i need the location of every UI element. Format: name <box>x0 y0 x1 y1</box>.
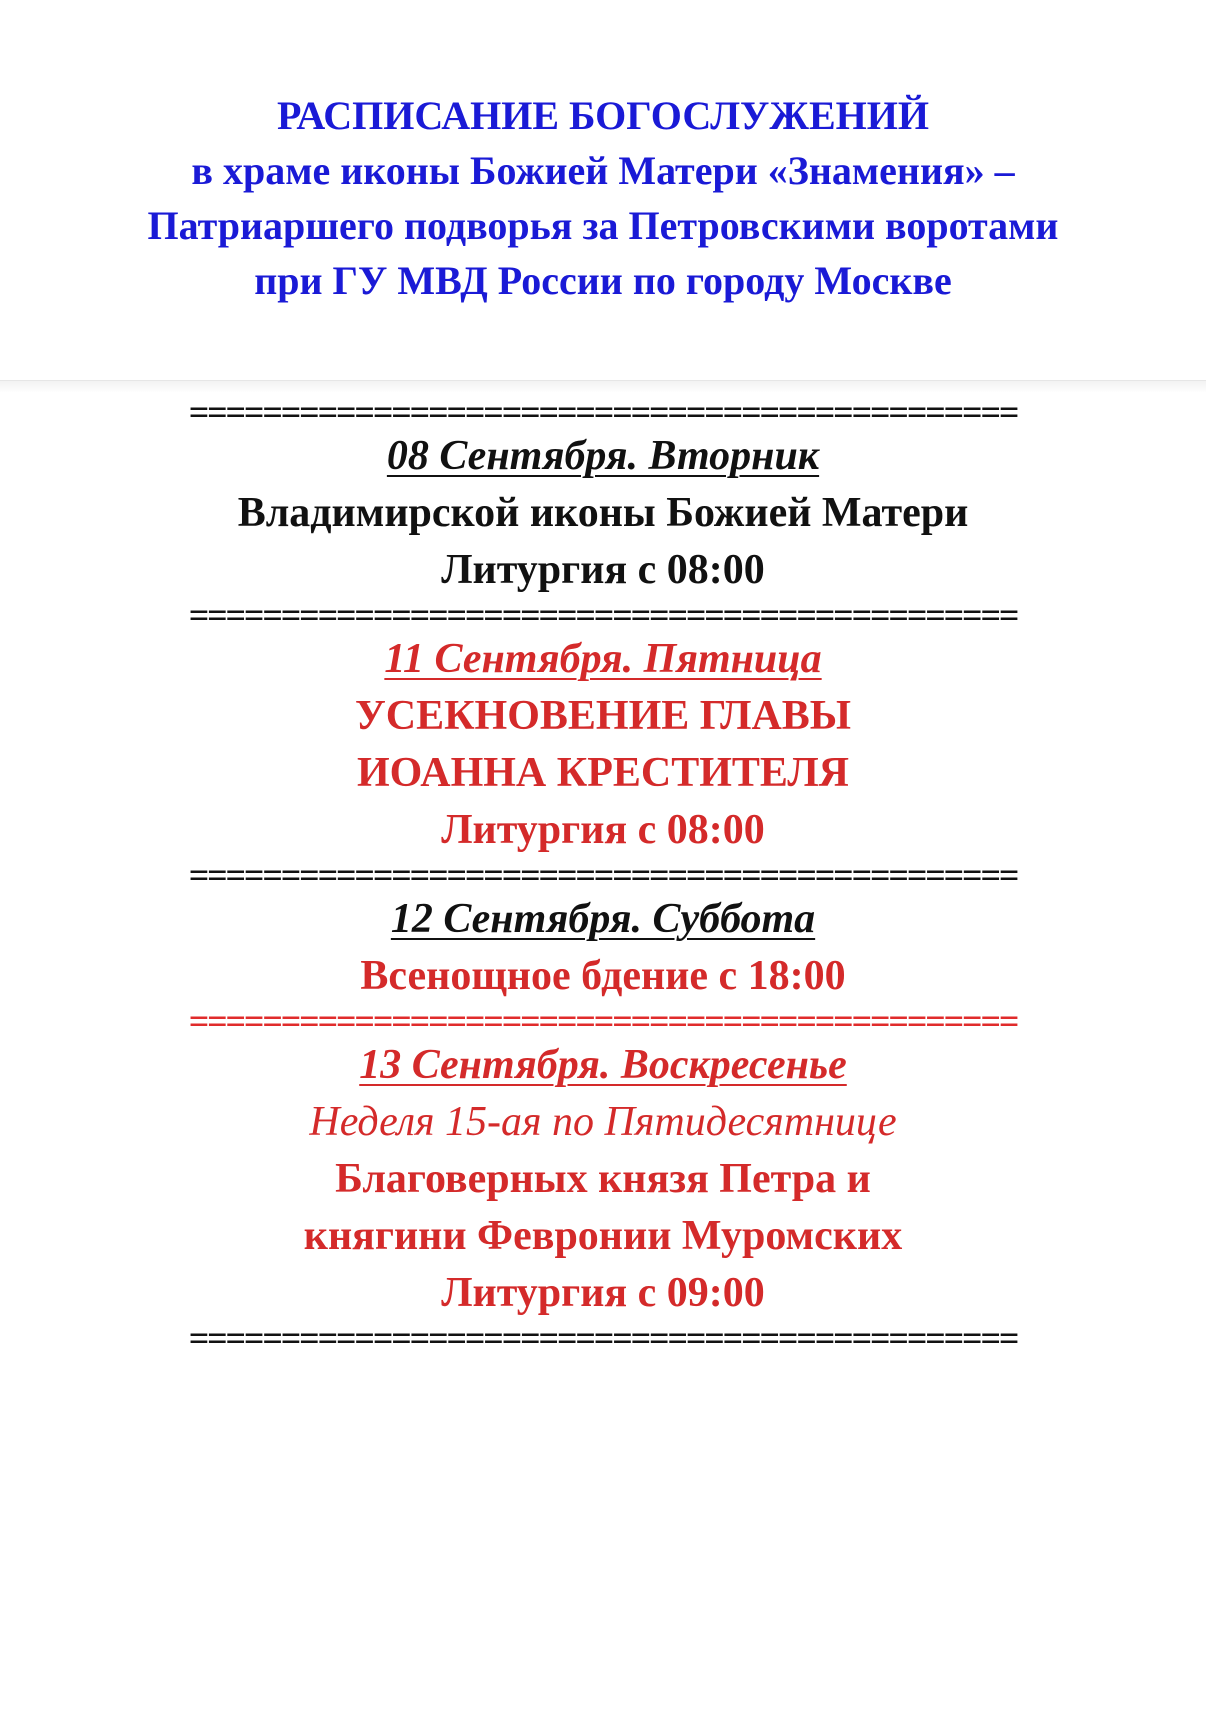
header-affiliation-line: при ГУ МВД России по городу Москве <box>254 258 952 303</box>
header-church-line: в храме иконы Божией Матери «Знамения» – <box>191 148 1015 193</box>
day-feast-line1: УСЕКНОВЕНИЕ ГЛАВЫ <box>354 693 852 739</box>
day-date: 08 Сентября. Вторник <box>386 433 820 479</box>
day-entry <box>0 631 1206 859</box>
header-title: РАСПИСАНИЕ БОГОСЛУЖЕНИЙ <box>277 93 929 138</box>
separator: ============================================= <box>188 1322 1018 1354</box>
day-date: 11 Сентября. Пятница <box>384 636 822 682</box>
day-service: Литургия с 08:00 <box>441 547 765 593</box>
day-entry <box>0 891 1206 1005</box>
day-feast: Владимирской иконы Божией Матери <box>237 490 969 536</box>
day-feast-line2: ИОАННА КРЕСТИТЕЛЯ <box>357 750 849 796</box>
separator: ============================================= <box>188 1005 1018 1037</box>
schedule-list <box>0 396 1206 1354</box>
day-entry <box>0 428 1206 599</box>
day-service: Литургия с 09:00 <box>441 1270 765 1316</box>
day-feast-line2: княгини Февронии Муромских <box>303 1213 903 1259</box>
separator: ============================================= <box>188 859 1018 891</box>
day-feast-line1: Благоверных князя Петра и <box>335 1156 871 1202</box>
day-week: Неделя 15-ая по Пятидесятнице <box>309 1099 897 1145</box>
day-service: Всенощное бдение с 18:00 <box>360 953 846 999</box>
separator: ============================================= <box>188 396 1018 428</box>
schedule-header <box>0 88 1206 308</box>
separator: ============================================= <box>188 599 1018 631</box>
day-date: 12 Сентября. Суббота <box>390 896 816 942</box>
day-entry <box>0 1037 1206 1322</box>
day-date: 13 Сентября. Воскресенье <box>359 1042 847 1088</box>
top-divider <box>0 380 1206 393</box>
header-podvorie-line: Патриаршего подворья за Петровскими воротами <box>147 203 1059 248</box>
day-service: Литургия с 08:00 <box>441 807 765 853</box>
